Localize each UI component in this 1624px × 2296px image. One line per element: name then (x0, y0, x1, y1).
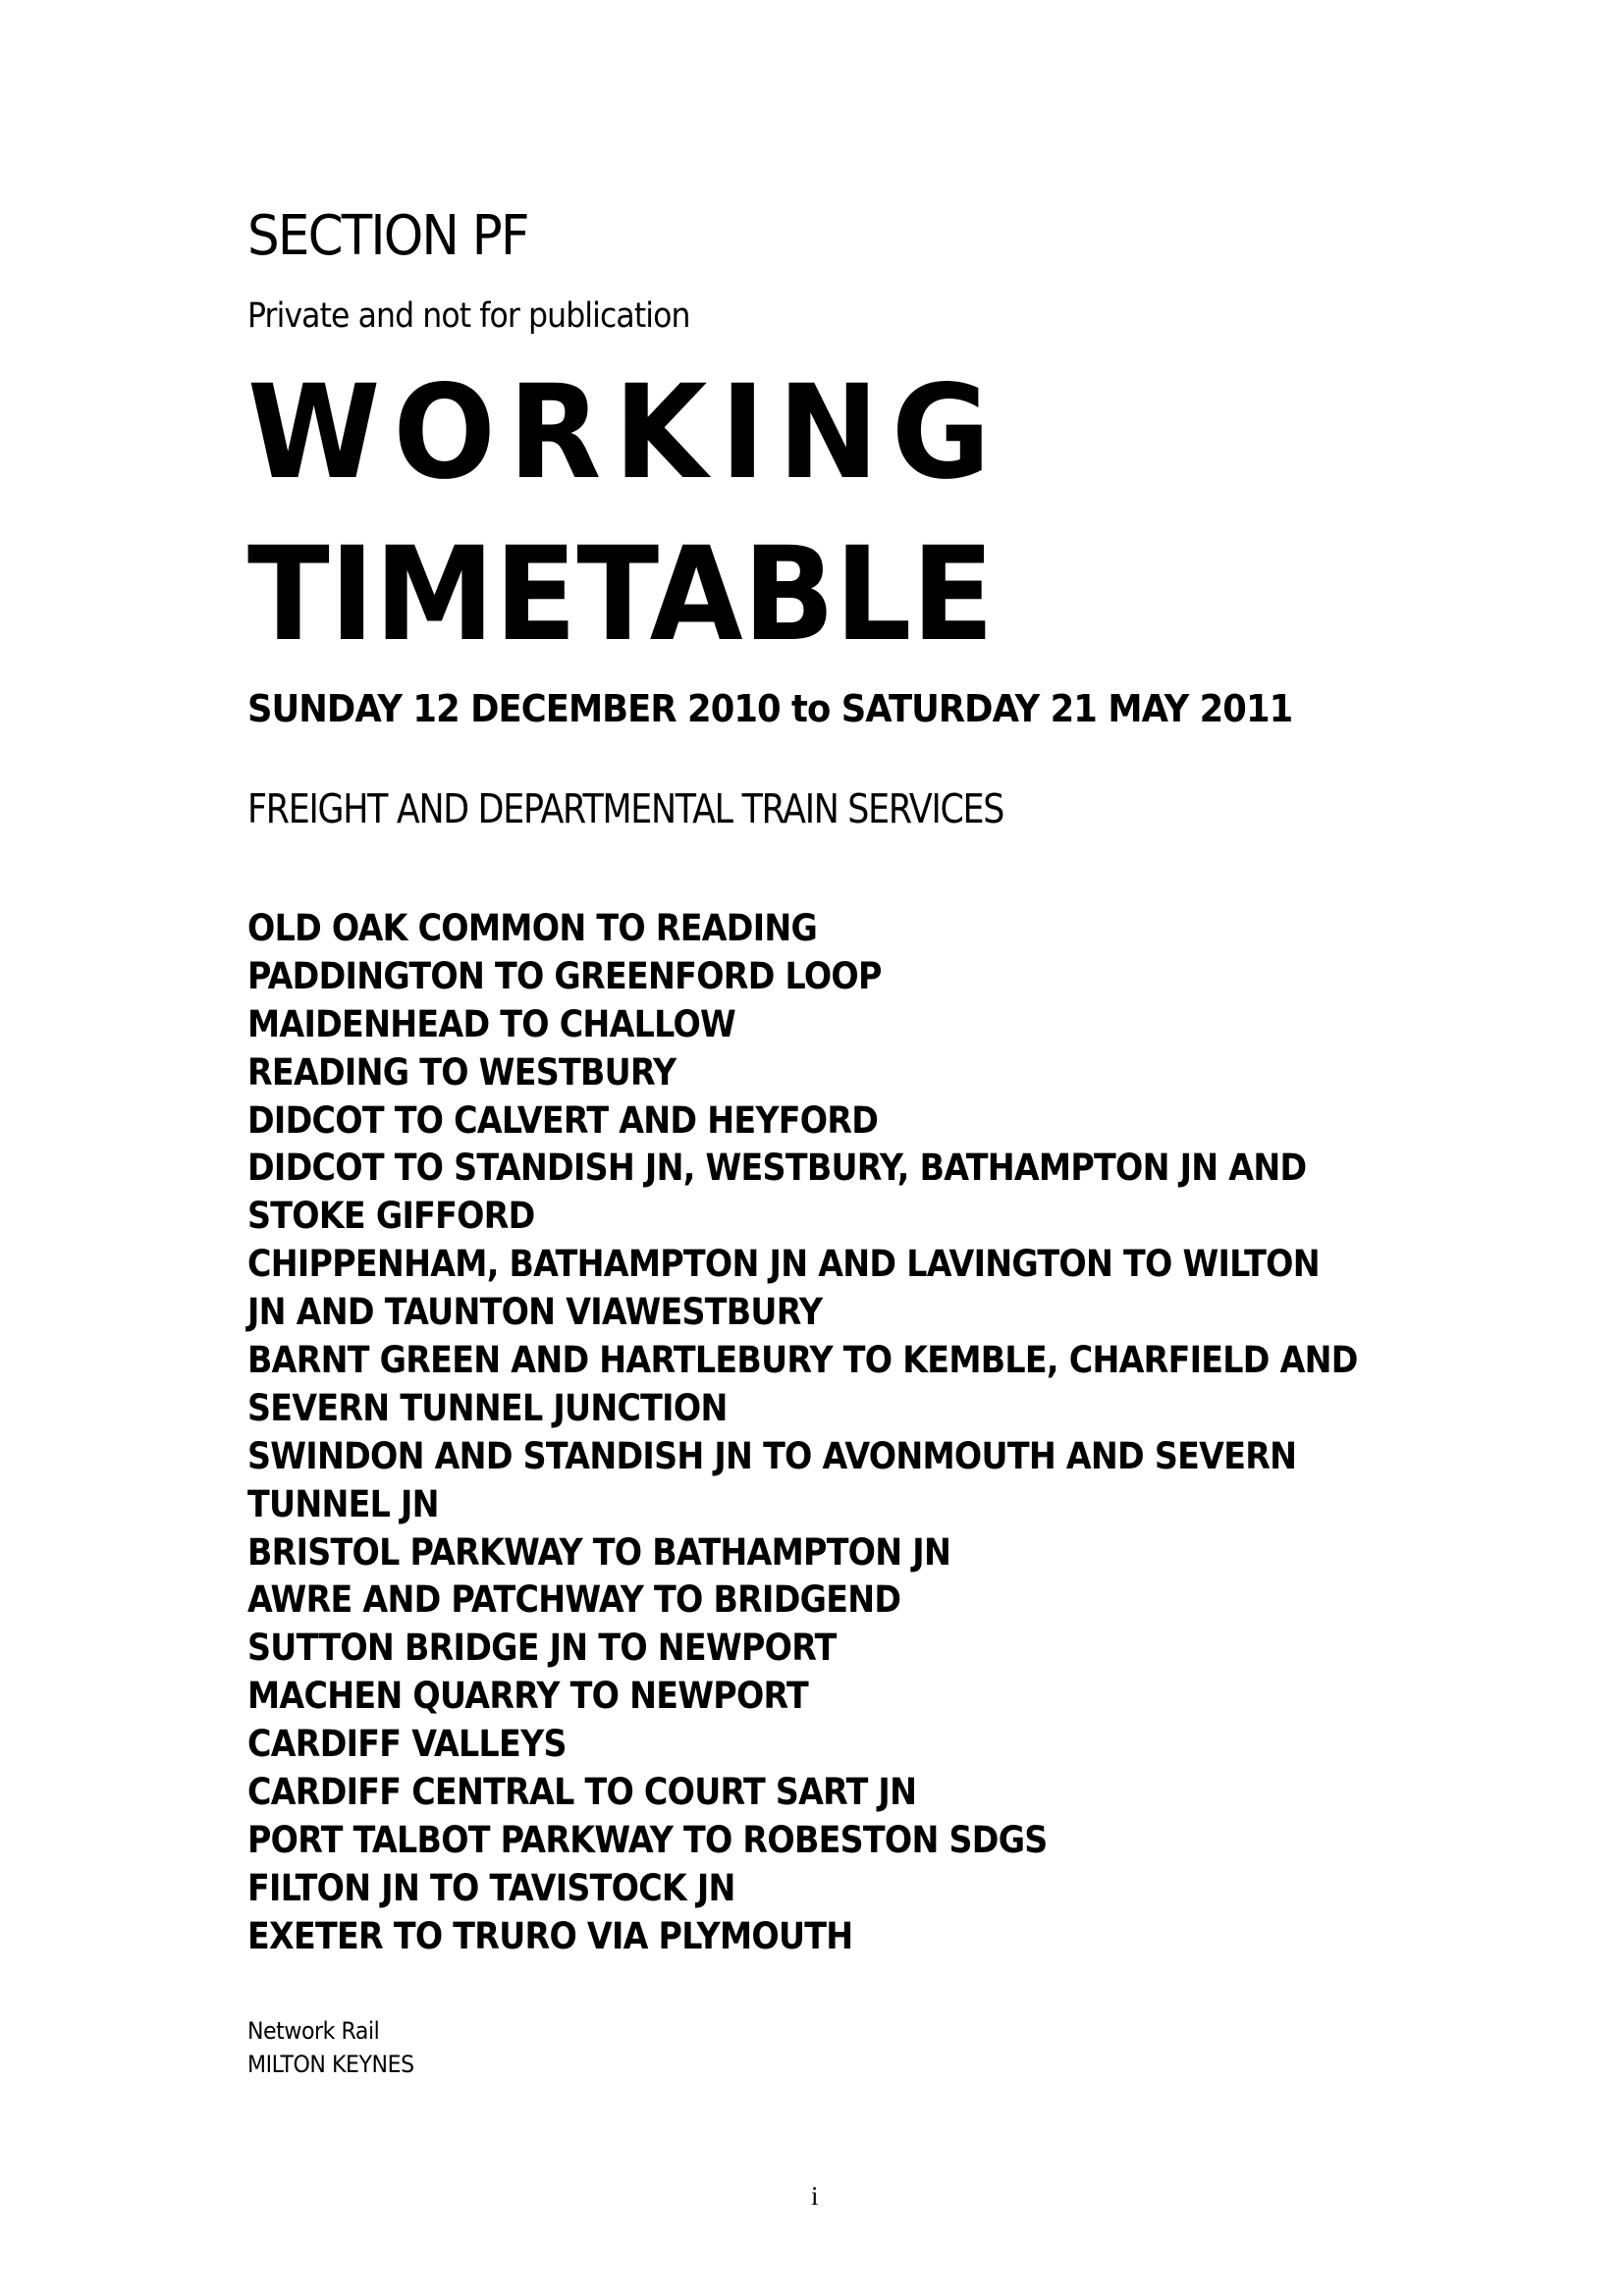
route-item: MAIDENHEAD TO CHALLOW (247, 1002, 736, 1045)
route-item: BARNT GREEN AND HARTLEBURY TO KEMBLE, CHARFIELD AND (247, 1339, 1358, 1382)
route-item: TUNNEL JN (247, 1482, 439, 1525)
route-list (247, 905, 1481, 1961)
route-item: AWRE AND PATCHWAY TO BRIDGEND (247, 1578, 901, 1622)
route-item: READING TO WESTBURY (247, 1050, 677, 1094)
route-item: PORT TALBOT PARKWAY TO ROBESTON SDGS (247, 1818, 1048, 1861)
route-item: CHIPPENHAM, BATHAMPTON JN AND LAVINGTON TO WILTON (247, 1243, 1320, 1286)
route-item: PADDINGTON TO GREENFORD LOOP (247, 954, 882, 997)
date-range: SUNDAY 12 DECEMBER 2010 to SATURDAY 21 MAY 2011 (247, 687, 1293, 730)
route-item: SUTTON BRIDGE JN TO NEWPORT (247, 1627, 837, 1670)
section-label: SECTION PF (247, 204, 528, 268)
route-item: BRISTOL PARKWAY TO BATHAMPTON JN (247, 1530, 951, 1574)
publisher-name: Network Rail (247, 2017, 380, 2045)
route-item: OLD OAK COMMON TO READING (247, 907, 818, 949)
route-item: CARDIFF CENTRAL TO COURT SART JN (247, 1771, 917, 1814)
publisher-block (247, 2014, 414, 2081)
page-number: i (811, 2181, 819, 2211)
route-item: FILTON JN TO TAVISTOCK JN (247, 1866, 735, 1909)
route-item: DIDCOT TO STANDISH JN, WESTBURY, BATHAMPTON JN AND (247, 1147, 1307, 1190)
restriction-notice: Private and not for publication (247, 296, 690, 336)
route-item: DIDCOT TO CALVERT AND HEYFORD (247, 1098, 879, 1142)
route-item: JN AND TAUNTON VIAWESTBURY (247, 1291, 823, 1334)
route-item: CARDIFF VALLEYS (247, 1723, 567, 1766)
subtitle: FREIGHT AND DEPARTMENTAL TRAIN SERVICES (247, 785, 1004, 832)
publisher-location: MILTON KEYNES (247, 2051, 414, 2078)
title-line-2: TIMETABLE (247, 519, 995, 670)
title-line-1: WORKING (247, 357, 1003, 508)
route-item: EXETER TO TRURO VIA PLYMOUTH (247, 1914, 853, 1957)
route-item: SWINDON AND STANDISH JN TO AVONMOUTH AND SEVERN (247, 1434, 1297, 1477)
route-item: STOKE GIFFORD (247, 1195, 535, 1238)
route-item: MACHEN QUARRY TO NEWPORT (247, 1675, 808, 1718)
route-item: SEVERN TUNNEL JUNCTION (247, 1386, 728, 1429)
